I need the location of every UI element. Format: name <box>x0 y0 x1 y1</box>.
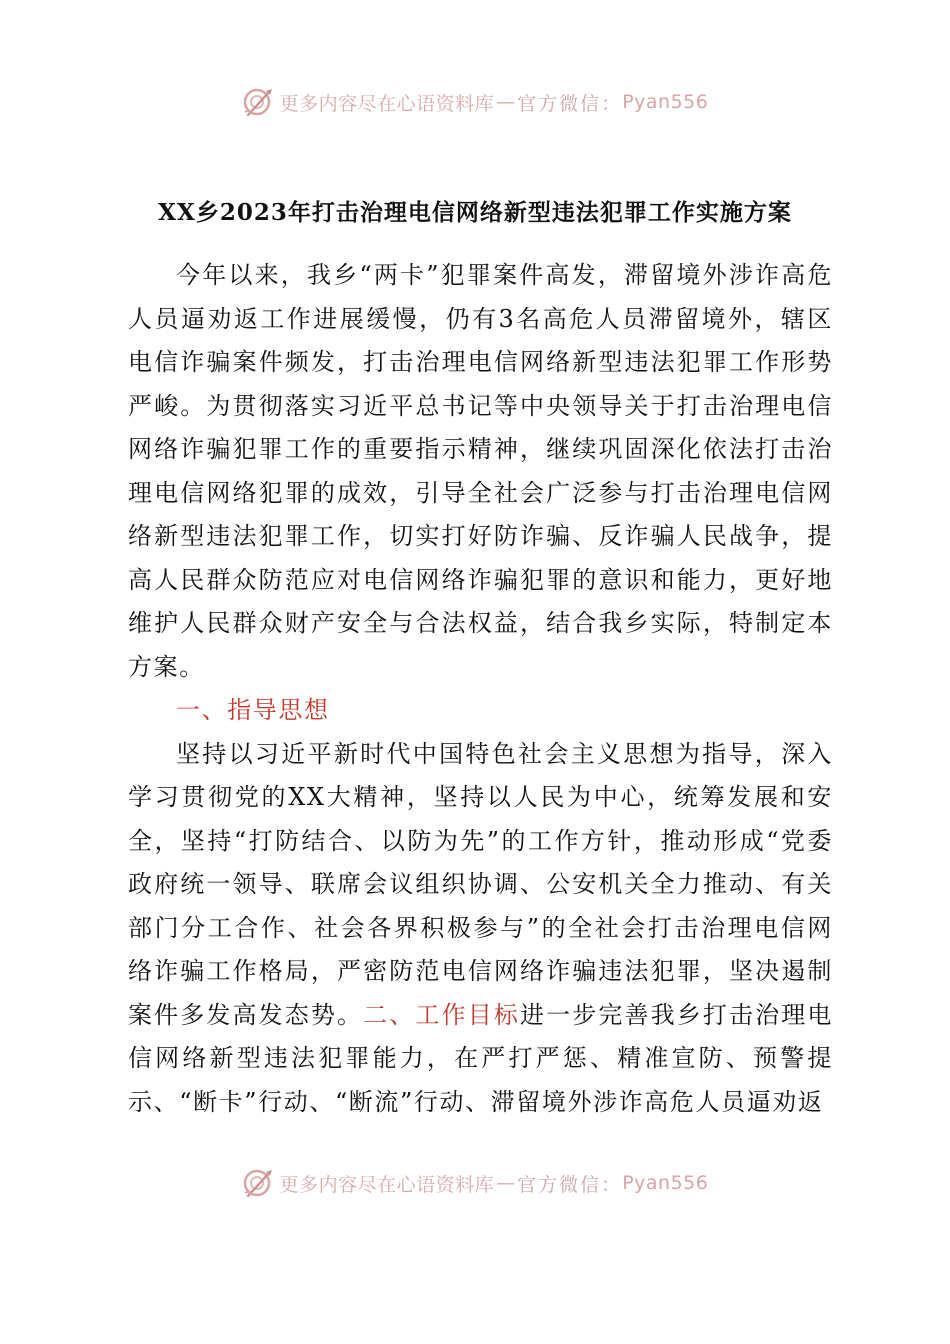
xinyu-logo-icon <box>242 1166 276 1200</box>
watermark-site-text: 更多内容尽在心语资料库 <box>279 1173 495 1196</box>
section-heading-work-goals: 二、工作目标 <box>363 1000 520 1029</box>
watermark-separator: — <box>496 91 516 113</box>
watermark-wechat-label: 官方微信： <box>517 92 623 115</box>
watermark-wechat-id: Pyan556 <box>622 1172 709 1194</box>
watermark-separator: — <box>496 1172 516 1194</box>
guiding-ideology-paragraph <box>128 733 833 1125</box>
intro-paragraph: 今年以来，我乡“两卡”犯罪案件高发，滞留境外涉诈高危人员逼劝返工作进展缓慢，仍有3名高危人员滞留境外，辖区电信诈骗案件频发，打击治理电信网络新型违法犯罪工作形势严峻。为贯彻落实习近平总书记等中央领导关于打击治理电信网络诈骗犯罪工作的重要指示精神，继续巩固深化依法打击治理电信网络犯罪的成效，引导全社会广泛参与打击治理电信网络新型违法犯罪工作，切实打好防诈骗、反诈骗人民战争，提高人民群众防范应对电信网络诈骗犯罪的意识和能力，更好地维护人民群众财产安全与合法权益，结合我乡实际，特制定本方案。 <box>128 261 833 681</box>
section-heading-guiding-ideology: 一、指导思想 <box>176 696 330 724</box>
document-title: XX乡2023年打击治理电信网络新型违法犯罪工作实施方案 <box>158 199 792 226</box>
work-goals-text: 进一步完善我乡打击治理电信网络新型违法犯罪能力，在严打严惩、精准宣防、预警提示、“断卡”行动、“断流”行动、滞留境外涉诈高危人员逼劝返 <box>128 1000 833 1116</box>
guiding-ideology-text: 坚持以习近平新时代中国特色社会主义思想为指导，深入学习贯彻党的XX大精神，坚持以人民为中心，统筹发展和安全，坚持“打防结合、以防为先”的工作方针，推动形成“党委政府统一领导、联席会议组织协调、公安机关全力推动、有关部门分工合作、社会各界积极参与”的全社会打击治理电信网络诈骗工作格局，严密防范电信网络诈骗违法犯罪，坚决遏制案件多发高发态势。 <box>128 739 833 1029</box>
document-body <box>128 254 833 1124</box>
watermark-wechat-label: 官方微信： <box>517 1173 623 1196</box>
header-watermark-banner <box>0 82 950 122</box>
watermark-wechat-id: Pyan556 <box>622 91 709 113</box>
footer-watermark-banner <box>0 1163 950 1203</box>
watermark-site-text: 更多内容尽在心语资料库 <box>279 92 495 115</box>
xinyu-logo-icon <box>242 85 276 119</box>
